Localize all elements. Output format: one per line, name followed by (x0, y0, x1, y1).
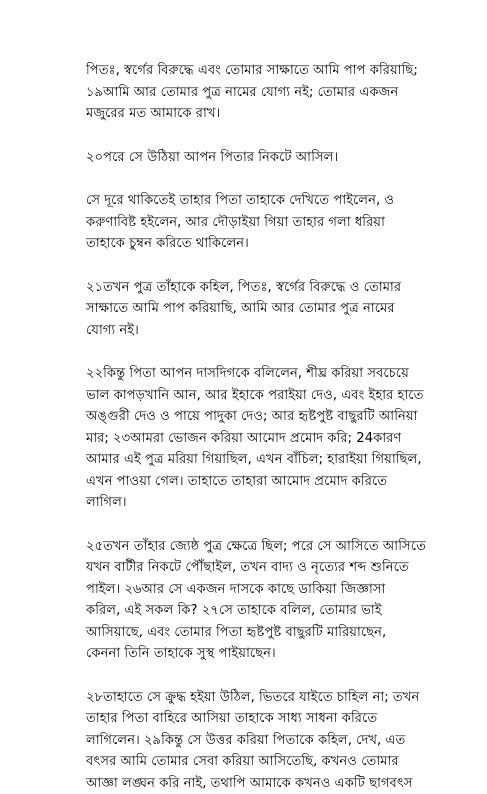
paragraph-6: ২৫তখন তাঁহার জ্যেষ্ঠ পুত্র ক্ষেত্রে ছিল; পরে সে আসিতে আসিতে যখন বাটীর নিকটে পৌঁছাইল, তখন বাদ্য ও নৃত্যের শব্দ শুনিতে পাইল। ২৬আর সে একজন দাসকে কাছে ডাকিয়া জিজ্ঞাসা করিল, এই সকল কি? ২৭সে তাহাকে বলিল, তোমার ভাই আসিয়াছে, এবং তোমার পিতা হৃষ্টপুষ্ট বাছুরটি মারিয়াছেন, কেননা তিনি তাহাকে সুস্থ পাইয়াছেন। (86, 536, 443, 665)
paragraph-2: ২০পরে সে উঠিয়া আপন পিতার নিকটে আসিল। (86, 147, 443, 169)
paragraph-4: ২১তখন পুত্র তাঁহাকে কহিল, পিতঃ, স্বর্গের বিরুদ্ধে ও তোমার সাক্ষাতে আমি পাপ করিয়াছি, আমি আর তোমার পুত্র নামের যোগ্য নই। (86, 277, 443, 342)
paragraph-5: ২২কিন্তু পিতা আপন দাসদিগকে বলিলেন, শীঘ্র করিয়া সবচেয়ে ভাল কাপড়খানি আন, আর ইহাকে পরাইয়া দেও, এবং ইহার হাতে অঙ্গুরী দেও ও পায়ে পাদুকা দেও; আর হৃষ্টপুষ্ট বাছুরটি আনিয়া মার; ২৩আমরা ভোজন করিয়া আমোদ প্রমোদ করি; 24কারণ আমার এই পুত্র মরিয়া গিয়াছিল, এখন বাঁচিল; হারাইয়া গিয়াছিল, এখন পাওয়া গেল। তাহাতে তাহারা আমোদ প্রমোদ করিতে লাগিল। (86, 363, 443, 514)
paragraph-3: সে দূরে থাকিতেই তাহার পিতা তাহাকে দেখিতে পাইলেন, ও করুণাবিষ্ট হইলেন, আর দৌড়াইয়া গিয়া তাহার গলা ধরিয়া তাহাকে চুম্বন করিতে থাকিলেন। (86, 190, 443, 255)
paragraph-1: পিতঃ, স্বর্গের বিরুদ্ধে এবং তোমার সাক্ষাতে আমি পাপ করিয়াছি; ১৯আমি আর তোমার পুত্র নামের যোগ্য নই; তোমার একজন মজুরের মত আমাকে রাখ। (86, 60, 443, 125)
paragraph-7: ২৮তাহাতে সে ক্রুদ্ধ হইয়া উঠিল, ভিতরে যাইতে চাহিল না; তখন তাহার পিতা বাহিরে আসিয়া তাহাকে সাধ্য সাধনা করিতে লাগিলেন। ২৯কিন্তু সে উত্তর করিয়া পিতাকে কহিল, দেখ, এত বৎসর আমি তোমার সেবা করিয়া আসিতেছি, কখনও তোমার আজ্ঞা লঙ্ঘন করি নাই, তথাপি আমাকে কখনও একটি ছাগবৎস (86, 687, 443, 794)
